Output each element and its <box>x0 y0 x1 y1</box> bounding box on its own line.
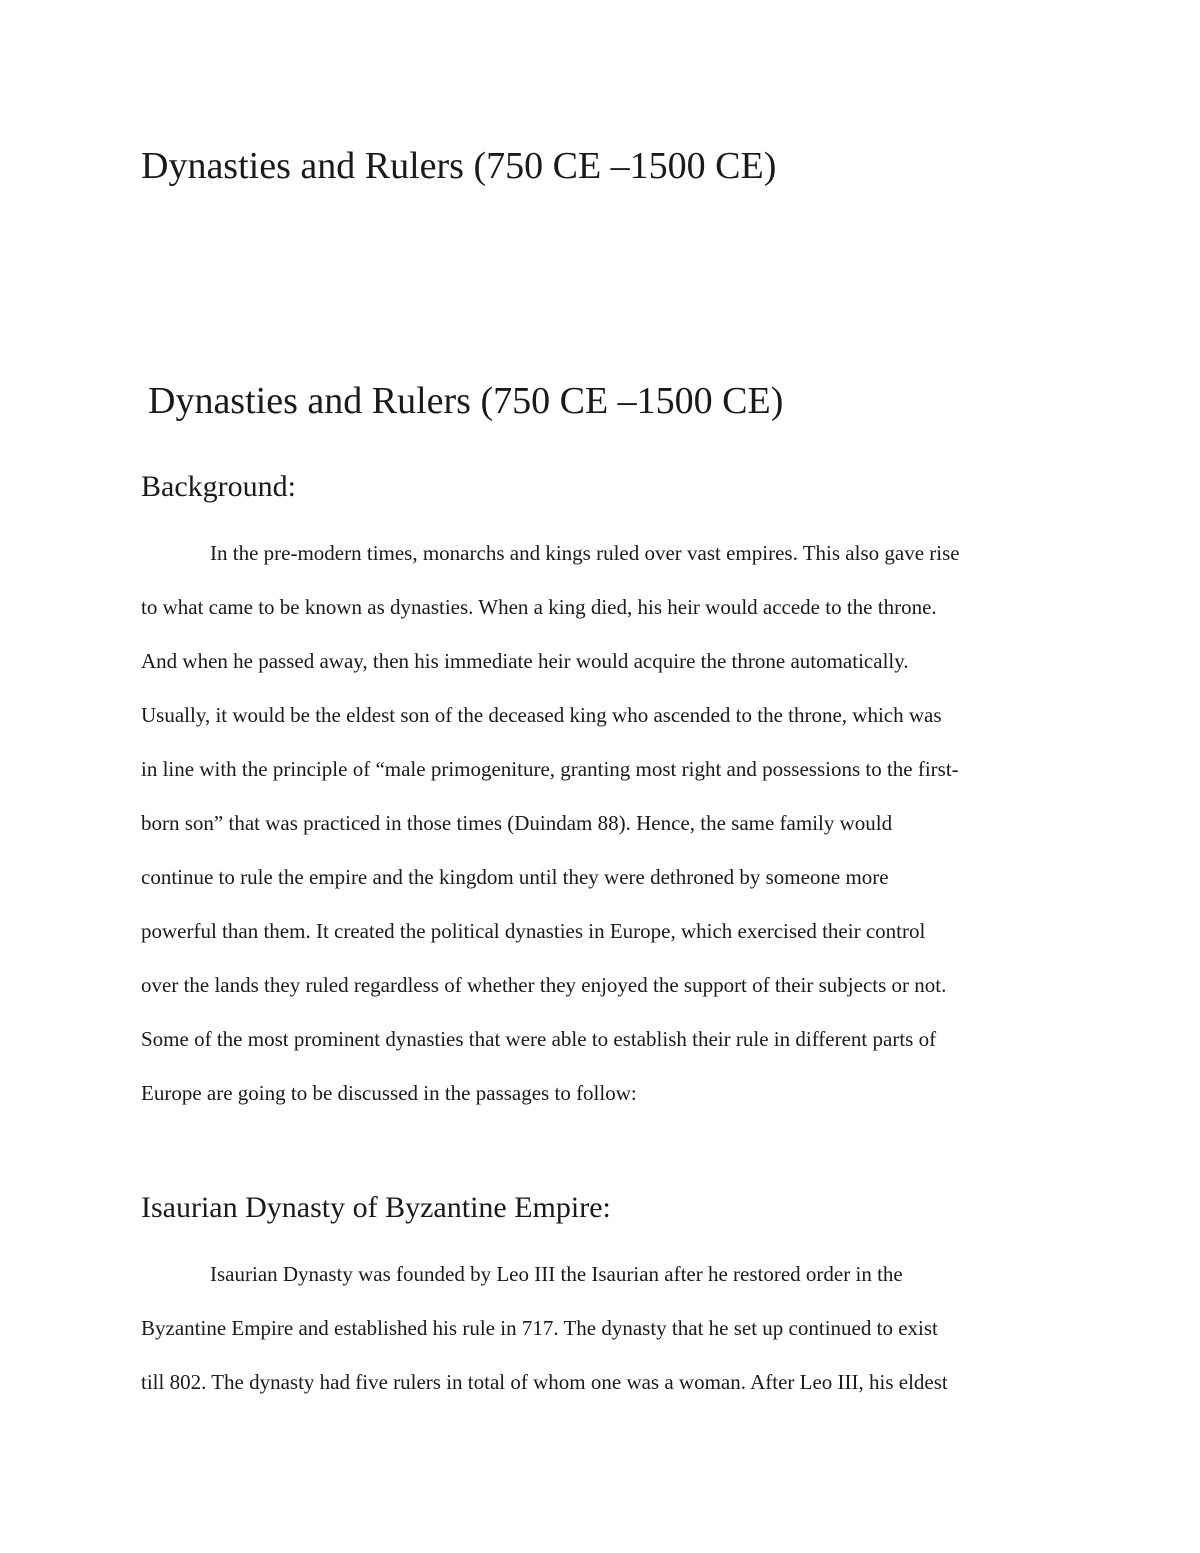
paragraph-line: powerful than them. It created the political dynasties in Europe, which exercised their control <box>141 919 926 943</box>
paragraph-line: Europe are going to be discussed in the passages to follow: <box>141 1081 637 1105</box>
section-heading-background: Background: <box>141 470 296 503</box>
cover-title: Dynasties and Rulers (750 CE –1500 CE) <box>141 145 777 187</box>
paragraph-line: born son” that was practiced in those times (Duindam 88). Hence, the same family would <box>141 811 893 835</box>
paragraph-line: till 802. The dynasty had five rulers in total of whom one was a woman. After Leo III, his eldest <box>141 1370 948 1394</box>
paragraph-line: And when he passed away, then his immediate heir would acquire the throne automatically. <box>141 649 909 673</box>
paragraph-line: to what came to be known as dynasties. When a king died, his heir would accede to the throne. <box>141 595 937 619</box>
paragraph-line: over the lands they ruled regardless of whether they enjoyed the support of their subjects or not. <box>141 973 947 997</box>
paragraph-line: Isaurian Dynasty was founded by Leo III the Isaurian after he restored order in the <box>210 1262 903 1286</box>
paragraph-line: In the pre-modern times, monarchs and kings ruled over vast empires. This also gave rise <box>210 541 960 565</box>
paragraph-line: continue to rule the empire and the kingdom until they were dethroned by someone more <box>141 865 889 889</box>
section-heading-isaurian-dynasty: Isaurian Dynasty of Byzantine Empire: <box>141 1191 611 1224</box>
paragraph-line: in line with the principle of “male primogeniture, granting most right and possessions to the first- <box>141 757 959 781</box>
paragraph-line: Some of the most prominent dynasties that were able to establish their rule in different parts of <box>141 1027 937 1051</box>
body-title: Dynasties and Rulers (750 CE –1500 CE) <box>148 380 784 422</box>
paragraph-line: Usually, it would be the eldest son of the deceased king who ascended to the throne, which was <box>141 703 942 727</box>
paragraph-line: Byzantine Empire and established his rule in 717. The dynasty that he set up continued to exist <box>141 1316 938 1340</box>
